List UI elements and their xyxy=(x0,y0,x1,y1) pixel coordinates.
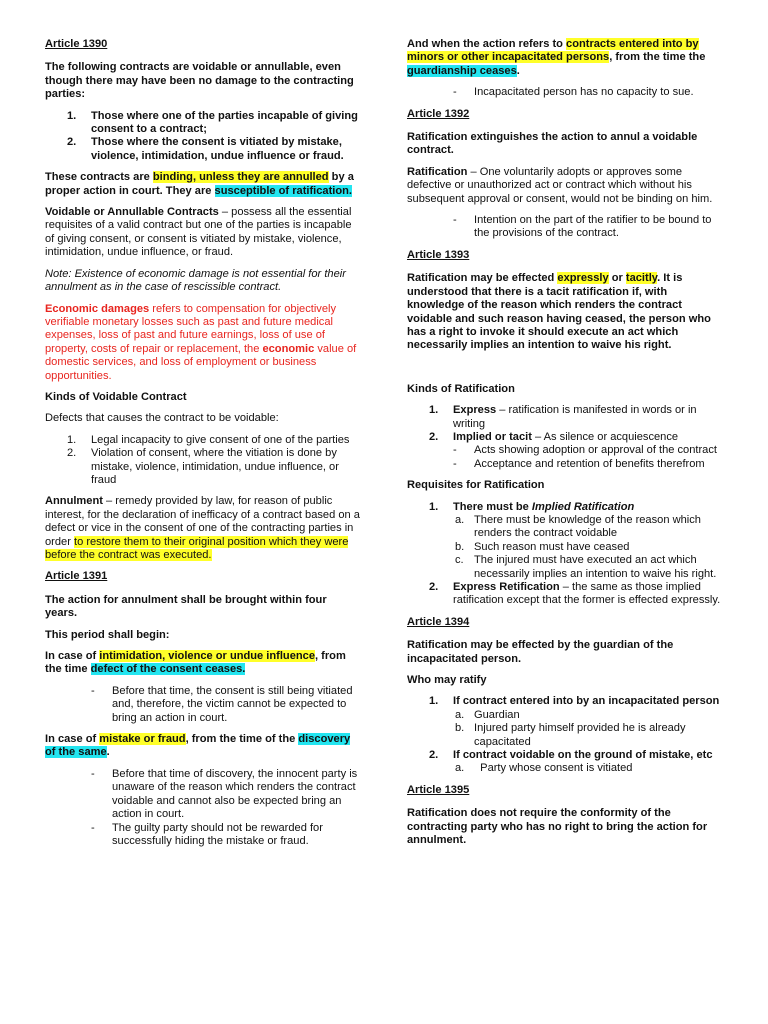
mistake-notes xyxy=(45,768,360,848)
highlight: binding, unless they are annulled xyxy=(152,171,329,184)
implied-sublist xyxy=(407,444,725,471)
voidable-intro: The following contracts are voidable or annullable, even though there may have been no damage to the contracting parties: xyxy=(45,61,354,101)
list-item: a. Party whose consent is vitiated xyxy=(455,762,633,775)
highlight: intimidation, violence or undue influence xyxy=(99,650,315,663)
list-item: c. The injured must have executed an act which necessarily implies an intention to waive his right. xyxy=(455,554,717,580)
mistake-paragraph: In case of mistake or fraud, from the time of the discovery of the same. xyxy=(45,733,351,759)
list-item: - The guilty party should not be rewarded for successfully hiding the mistake or fraud. xyxy=(91,821,323,847)
list-item: - Intention on the part of the ratifier to be bound to the provisions of the contract. xyxy=(453,214,712,240)
list-item: 2. Those where the consent is vitiated by mistake, violence, intimidation, undue influence or fraud. xyxy=(67,136,344,162)
list-item: 2. Implied or tacit – As silence or acquiescence - Acts showing adoption or approval of the contract - Acceptance and retention of benefits therefrom xyxy=(407,431,725,471)
who-sublist-1 xyxy=(407,709,725,749)
highlight: to restore them to their original position which they were before the contract was executed. xyxy=(45,535,349,561)
ratification-definition: Ratification – One voluntarily adopts or approves some defective or unauthorized act or contract which without his subsequent approval or consent, would not be binding on him. xyxy=(407,165,713,205)
kinds-voidable-title: Kinds of Voidable Contract xyxy=(45,390,187,403)
guardian-paragraph: Ratification may be effected by the guardian of the incapacitated person. xyxy=(407,639,674,665)
right-column xyxy=(407,38,725,856)
highlight: susceptible of ratification. xyxy=(214,184,352,197)
conformity-paragraph: Ratification does not require the conformity of the contracting party who has no right to bring the action for annulment. xyxy=(407,807,708,847)
list-item: - Before that time, the consent is still being vitiated and, therefore, the victim cannot be expected to bring an action in court. xyxy=(91,684,353,724)
who-list xyxy=(407,695,725,775)
four-years: The action for annulment shall be brought within four years. xyxy=(45,593,327,620)
highlight: mistake or fraud xyxy=(99,733,186,746)
extinguish-paragraph: Ratification extinguishes the action to annul a voidable contract. xyxy=(407,131,698,157)
list-item: 1. If contract entered into by an incapacitated person a. Guardian b. Injured party himself provided he is already capacitated xyxy=(407,695,725,749)
ratification-notes xyxy=(407,214,725,241)
list-item: - Acceptance and retention of benefits therefrom xyxy=(453,457,705,470)
list-item: 1. Legal incapacity to give consent of one of the parties xyxy=(67,433,350,446)
list-item: a. There must be knowledge of the reason which renders the contract voidable xyxy=(455,513,701,540)
list-item: 2. Violation of consent, where the vitiation is done by mistake, violence, intimidation, undue influence, or fraud xyxy=(67,447,339,486)
highlight: discovery of the same xyxy=(45,733,351,759)
highlight: defect of the consent ceases. xyxy=(90,663,246,676)
binding-paragraph: These contracts are binding, unless they are annulled by a proper action in court. They are susceptible of ratification. xyxy=(45,171,354,197)
requisites-title: Requisites for Ratification xyxy=(407,479,545,492)
who-sublist-2 xyxy=(407,762,725,775)
article-1393-heading: Article 1393 xyxy=(407,248,470,261)
highlight: tacitly xyxy=(625,272,658,285)
requisites-list xyxy=(407,501,725,608)
note: Note: Existence of economic damage is not essential for their annulment as in the case of rescissible contract. xyxy=(45,267,346,294)
list-item: - Acts showing adoption or approval of the contract xyxy=(453,444,717,457)
effected-paragraph: Ratification may be effected expressly or tacitly. It is understood that there is a tacit ratification if, with knowledge of the reason which renders the contract voidable and such reason having ceased, the person who has a right to invoke it should execute an act which necessarily implies an intention to waive his right. xyxy=(407,272,711,352)
left-column xyxy=(45,38,360,856)
incapacitated-notes xyxy=(407,86,725,99)
kinds-ratification-title: Kinds of Ratification xyxy=(407,382,515,395)
kinds-ratification-list xyxy=(407,404,725,471)
intimidation-notes xyxy=(45,685,360,725)
list-item: b. Injured party himself provided he is already capacitated xyxy=(455,722,686,748)
highlight: guardianship ceases xyxy=(407,64,517,77)
who-may-ratify: Who may ratify xyxy=(407,674,487,687)
highlight: expressly xyxy=(557,272,609,285)
list-item: - Before that time of discovery, the innocent party is unaware of the reason which renders the contract voidable and cannot also be expected bring an action in court. xyxy=(91,767,358,821)
requisites-sublist xyxy=(407,514,725,581)
minors-paragraph: And when the action refers to contracts entered into by minors or other incapacitated persons, from the time the guardianship ceases. xyxy=(407,38,706,77)
article-1392-heading: Article 1392 xyxy=(407,107,470,120)
voidable-definition: Voidable or Annullable Contracts – possess all the essential requisites of a valid contract but one of the parties is incapable of giving consent, or consent is vitiated by mistake, violence, intimidation, undue influence, or fraud. xyxy=(45,206,352,259)
list-item: 2. If contract voidable on the ground of mistake, etc a. Party whose consent is vitiated xyxy=(407,749,725,776)
list-item: b. Such reason must have ceased xyxy=(455,540,630,553)
list-item: 1. There must be Implied Ratification a. There must be knowledge of the reason which renders the contract voidable b. Such reason must have ceased c. The injured must have executed an act which necessarily implies an intention to waive his right. xyxy=(407,501,725,581)
defects-intro: Defects that causes the contract to be voidable: xyxy=(45,412,279,425)
intimidation-paragraph: In case of intimidation, violence or undue influence, from the time defect of the consent ceases. xyxy=(45,650,346,676)
list-item: 1. Express – ratification is manifested in words or in writing xyxy=(429,404,697,430)
article-1394-heading: Article 1394 xyxy=(407,615,470,628)
highlight: contracts entered into by minors or other incapacitated persons xyxy=(407,38,699,64)
list-item: 1. Those where one of the parties incapable of giving consent to a contract; xyxy=(67,109,358,136)
defects-list xyxy=(45,434,360,488)
voidable-list xyxy=(45,110,360,164)
list-item: - Incapacitated person has no capacity to sue. xyxy=(453,86,694,99)
list-item: 2. Express Retification – the same as those implied ratification except that the former is effected expressly. xyxy=(429,581,721,607)
economic-damages: Economic damages refers to compensation for objectively verifiable monetary losses such as past and future medical expenses, loss of past and future earnings, loss of use of property, costs of repair or replacement, the economic value of domestic services, and loss of employment or business opportunities. xyxy=(45,302,357,382)
article-1395-heading: Article 1395 xyxy=(407,783,470,796)
annulment-definition: Annulment – remedy provided by law, for reason of public interest, for the declaration of inefficacy of a contract based on a defect or vice in the consent of one of the contracting parties in order to restore them to their original position which they were before the contract was executed. xyxy=(45,495,360,561)
list-item: a. Guardian xyxy=(455,708,520,721)
period-begin: This period shall begin: xyxy=(45,628,170,641)
article-1390-heading: Article 1390 xyxy=(45,38,108,50)
article-1391-heading: Article 1391 xyxy=(45,570,108,583)
